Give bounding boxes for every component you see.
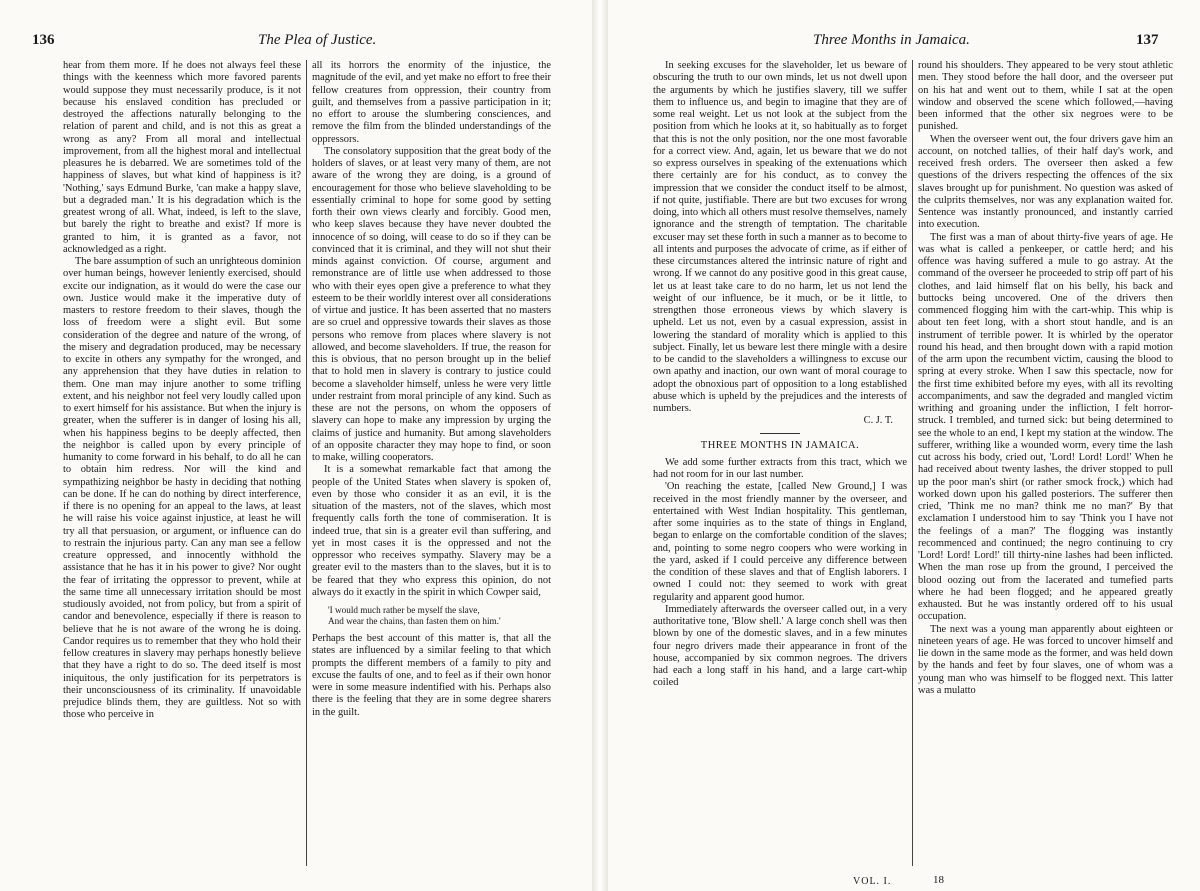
running-head-left: The Plea of Justice.: [258, 32, 377, 48]
paragraph: Perhaps the best account of this matter is, that all the states are influenced by a similar feeling to that which prompts the different members of a family to pity and excuse the faults of one, and to feel as if their own honor were in some measure indentified with his. Perhaps also there is the feeling that they are in some degree sharers in the guilt.: [312, 633, 551, 718]
page-number-right: 137: [1136, 32, 1159, 48]
paragraph: The next was a young man apparently about eighteen or nineteen years of age. He was forced to uncover himself and lie down in the same mode as the former, and was held down by the hands and feet by four slaves, one of whom was a young man who was himself to be flogged next. This latter was a mulatto: [918, 623, 1173, 696]
paragraph: The consolatory supposition that the great body of the holders of slaves, or at least very many of them, are not aware of the wrong they are doing, is a ground of encouragement for those who believe slaveholding to be essentially criminal to hope for some good by setting forth their own views clearly and forcibly. Good men, who keep slaves because they have never doubted the innocence of so doing, will cease to do so if they can be convinced that it is criminal, and they will not shut their minds against conviction. Of course, argument and remonstrance are of little use when addressed to those who with their eyes open give a preference to what they esteem to be their worldly interest over all considerations of virtue and justice. It has been asserted that no masters are so cruel and oppressive towards their slaves as those persons who remove from places where slavery is not allowed, and become slaveholders. If true, the reason for this is obvious, that no person brought up in the belief that to hold men in slavery is contrary to justice could become a slaveholder himself, unless he were very little under restraint from moral principle of any kind. Such as these are not the persons, on whom the opposers of slavery can hope to make any impression by urging the claims of justice and humanity. But among slaveholders of an opposite character they may hope to find, or soon to make, willing cooperators.: [312, 145, 551, 463]
footer-signature-mark: 18: [933, 874, 944, 886]
left-page: [0, 0, 592, 891]
paragraph: We add some further extracts from this tract, which we had not room for in our last number.: [653, 456, 907, 480]
paragraph: Immediately afterwards the overseer called out, in a very authoritative tone, 'Blow shell.' A large conch shell was then blown by one of the domestic slaves, and in a few minutes four negro drivers made their appearance in front of the house, accompanied by six common negroes. The drivers had each a long staff in his hand, and a large cart-whip coiled: [653, 603, 907, 689]
paragraph: In seeking excuses for the slaveholder, let us beware of obscuring the truth to our own minds, let us not dwell upon the arguments by which he justifies slavery, till we suffer them to influence us, and begin to imagine that they are of some real weight. Let us not look at the subject from the position from which he looks at it, so habitually as to forget that this is not the only position, nor the one most favorable for a correct view. And, again, let us beware that we do not so express ourselves in speaking of the extenuations which there certainly are for his conduct, as to convey the impression that we consider the conduct itself to be almost, if not quite, justifiable. There are but two excuses for wrong doing, into which all others must resolve themselves, namely ignorance and the strength of temptation. The charitable excuser may set these forth in such a manner as to become to all intents and purposes the advocate of crime, as if either of these circumstances altered the intrinsic nature of right and wrong. If we cannot do any positive good in this great cause, let us at least take care to do no harm, let us not lend the weight of our influence, be it much, or be it little, to strengthen those erroneous views by which slavery is upheld. Let us not, even by a casual expression, assist in lowering the standard of morality which is applied to this subject. Finally, let us beware lest there mingle with a desire to be candid to the slaveholders a willingness to excuse our own apathy and inaction, our own want of moral courage to adopt the obnoxious part of opposition to a long established abuse which is upheld by the prejudices and the interests of numbers.: [653, 60, 907, 414]
running-head-right: Three Months in Jamaica.: [813, 32, 970, 48]
paragraph: The first was a man of about thirty-five years of age. He was what is called a penkeeper, or cattle herd; and his offence was having suffered a mule to go astray. At the command of the overseer he proceeded to strip off part of his clothes, and laid himself flat on his belly, his back and buttocks being uncovered. One of the drivers then commenced flogging him with the cart-whip. This whip is about ten feet long, with a short stout handle, and is an instrument of terrible power. It is whirled by the operator round his head, and then brought down with a rapid motion of the arm upon the recumbent victim, causing the blood to spring at every stroke. When I saw this spectacle, now for the first time exhibited before my eyes, with all its revolting accompaniments, and saw the degraded and mangled victim writhing and groaning under the infliction, I felt horror-struck. I trembled, and turned sick: but being determined to see the whole to an end, I kept my station at the window. The sufferer, writhing like a wounded worm, every time the lash cut across his body, cried out, 'Lord! Lord! Lord!' When he had received about twenty lashes, the driver stopped to pull up the poor man's shirt (or rather smock frock,) which had worked down upon his galled posteriors. The sufferer then cried, 'Think me no man? think me no man?' By that exclamation I understood him to say 'Think you I have not the feelings of a man?' The flogging was instantly recommenced and continued; the negro continuing to cry 'Lord! Lord! Lord!' till thirty-nine lashes had been inflicted. When the man rose up from the ground, I perceived the blood oozing out from the lacerated and tumefied parts where he had been flogged; and he appeared greatly exhausted. But he was instantly ordered off to his usual occupation.: [918, 231, 1173, 623]
paragraph: all its horrors the enormity of the injustice, the magnitude of the evil, and yet make no effort to free their fellow creatures from oppression, their country from guilt, and themselves from a passive participation in it; no effort to arouse the slumbering consciences, and remove the film from the blinded understandings of the oppressors.: [312, 60, 551, 145]
left-column-1: [58, 60, 307, 866]
paragraph: It is a somewhat remarkable fact that among the people of the United States when slavery is spoken of, even by those who consider it as an evil, it is the situation of the masters, not of the slaves, which most frequently calls forth the tone of commiseration. It is indeed true, that sin is a greater evil than suffering, and yet in most cases it is the oppressed and not the oppressor who receives sympathy. Slavery may be a greater evil to the masters than to the slaves, but it is to be feared that they who express this opinion, do not always do it exactly in the spirit in which Cowper said,: [312, 464, 551, 598]
left-column-2: [307, 60, 556, 866]
verse-line: And wear the chains, than fasten them on him.': [328, 616, 501, 626]
paragraph: The bare assumption of such an unrighteous dominion over human beings, however leniently exercised, should excite our indignation, as it would do were the case our own. Justice would make it the imperative duty of masters to restore freedom to their slaves, though the loss of freedom were a slight evil. But some consideration of the degree and nature of the wrong, of the misery and degradation produced, may be necessary to excite in others any sympathy for the wronged, and any apprehension that they have duties in relation to them. One man may injure another to some trifling extent, and his neighbor not feel very loudly called upon to exert himself for his assistance. But when the injury is greater, when the sufferer is in danger of losing his all, when his happiness begins to be deeply affected, then the neighbor is called upon by every principle of humanity to come forward in his behalf, to do all he can to obtain him redress. Nor will the kind and sympathizing neighbor be hasty in deciding that nothing can be done. If he can do nothing by direct interference, if there is no opening for an appeal to the laws, at least he will raise his voice against injustice, at least he will try all that persuasion, or argument, or influence can do to restrain the injurious party. Can any man see a fellow creature oppressed, and innocently withhold the assistance that he has it in his power to give? Nor ought the fear of irritating the oppressor to prevent, while at the same time all unnecessary irritation should be most studiously avoided, not from policy, but from a spirit of candor and benevolence, especially if there is reason to believe that he is not aware of the wrong he is doing. Candor requires us to remember that they who hold their fellow creatures in slavery may perhaps honestly believe that they have a right to do so. The deed itself is most iniquitous, the only justification for its perpetrators is their unconsciousness of its criminality. If unavoidable prejudice blinds them, they are guiltless. Not so with those who perceive in: [63, 256, 301, 721]
right-page-columns: [648, 60, 1178, 866]
right-column-1: [648, 60, 913, 866]
cowper-quote: [328, 605, 551, 627]
book-gutter: [592, 0, 608, 891]
page-number-left: 136: [32, 32, 55, 48]
right-column-2: [913, 60, 1178, 866]
paragraph: round his shoulders. They appeared to be very stout athletic men. They stood before the hall door, and the overseer put on his hat and went out to them, while I sat at the open window and observed the scene which followed,—having been informed that the other six negroes were to be punished.: [918, 60, 1173, 133]
section-heading: THREE MONTHS IN JAMAICA.: [700, 439, 860, 451]
paragraph: When the overseer went out, the four drivers gave him an account, on notched tallies, of their half day's work, and received fresh orders. The overseer then asked a few questions of the drivers respecting the offences of the six slaves brought up for punishment. No question was asked of the culprits themselves, nor was any explanation waited for. Sentence was instantly pronounced, and instantly carried into execution.: [918, 133, 1173, 231]
footer-volume: VOL. I.: [853, 876, 892, 887]
section-divider: [760, 433, 800, 434]
author-signature: C. J. T.: [863, 415, 893, 427]
paragraph: 'On reaching the estate, [called New Ground,] I was received in the most friendly manner by the overseer, and entertained with West Indian hospitality. This gentleman, after some inquiries as to the state of things in England, began to enlarge on the comfortable condition of the slaves; and, pointing to some negro coopers who were working in the yard, asked if I could perceive any difference between the condition of these slaves and that of English laborers. I owned I could not: they seemed to work with great regularity and apparent good humor.: [653, 481, 907, 603]
right-page: [608, 0, 1200, 891]
verse-line: 'I would much rather be myself the slave,: [328, 605, 480, 615]
paragraph: hear from them more. If he does not always feel these things with the keenness which more favored parents would suppose they must necessarily produce, is it not because his enslaved condition has precluded or destroyed the affections naturally belonging to the relation of parent and child, and is not this as great a wrong as any? From all moral and intellectual improvement, from all the highest moral and intellectual pleasures he is debarred. We are sometimes told of the happiness of slaves, but what kind of happiness is it? 'Nothing,' says Edmund Burke, 'can make a happy slave, but a degraded man.' It is his degradation which is the greatest wrong of all. What, indeed, is left to the slave, but barely the right to breathe and exist? If more is granted to him, it is granted as a favor, not acknowledged as a right.: [63, 60, 301, 255]
left-page-columns: [58, 60, 556, 866]
